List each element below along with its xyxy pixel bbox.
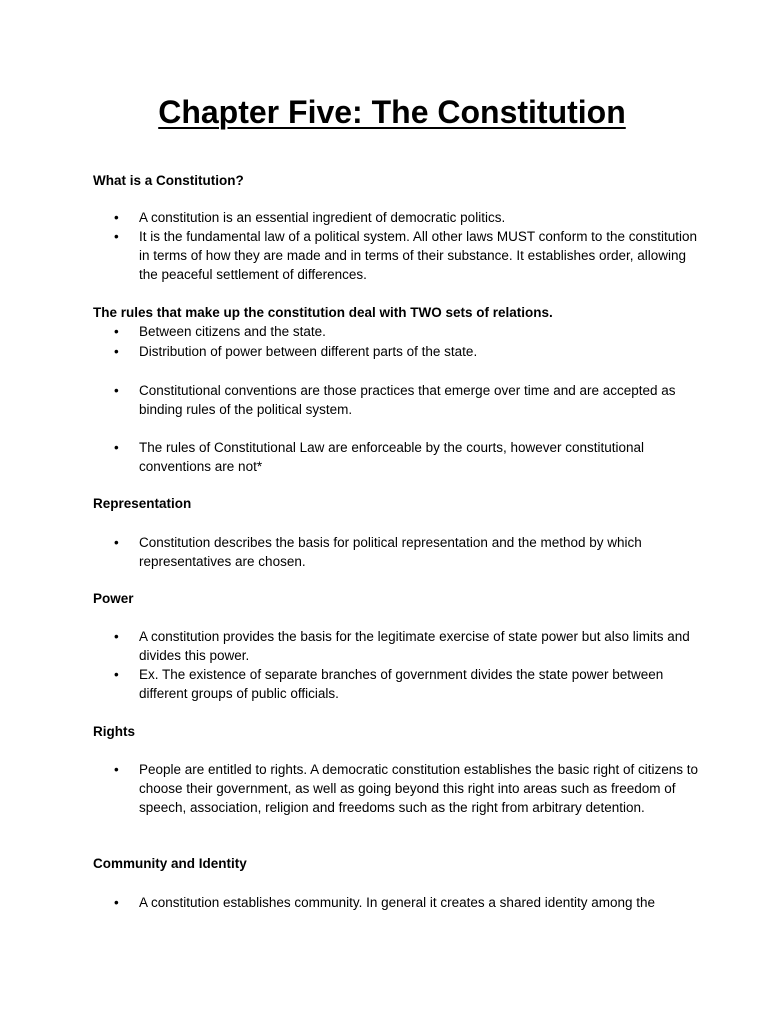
section-heading-community-and-identity: Community and Identity [93,856,247,871]
bullet-icon: • [114,383,119,398]
bullet-item [114,665,704,703]
bullet-icon: • [114,667,119,682]
bullet-item [114,322,704,341]
section-heading-rules-relations: The rules that make up the constitution deal with TWO sets of relations. [93,305,553,320]
bullet-item [114,342,704,361]
bullet-icon: • [114,895,119,910]
bullet-text: Ex. The existence of separate branches of government divides the state power between different groups of public officials. [139,667,664,701]
bullet-text: Constitution describes the basis for political representation and the method by which representatives are chosen. [139,535,642,569]
bullet-text: A constitution establishes community. In general it creates a shared identity among the [139,895,656,910]
bullet-text: Between citizens and the state. [139,324,326,339]
bullet-item [114,381,704,419]
bullet-icon: • [114,762,119,777]
bullet-item [114,533,704,571]
bullet-item [114,438,704,476]
bullet-item [114,227,704,284]
bullet-text: People are entitled to rights. A democratic constitution establishes the basic right of citizens to choose their government, as well as going beyond this right into areas such as freedom of speech, association, religion and freedoms such as the right from arbitrary detention. [139,762,699,815]
bullet-icon: • [114,535,119,550]
section-heading-power: Power [93,591,134,606]
bullet-text: It is the fundamental law of a political system. All other laws MUST conform to the constitution in terms of how they are made and in terms of their substance. It establishes order, allowing the peaceful settlement of differences. [139,229,698,282]
section-heading-representation: Representation [93,496,192,511]
bullet-icon: • [114,229,119,244]
bullet-icon: • [114,324,119,339]
section-heading-rights: Rights [93,724,135,739]
section-heading-what-is-a-constitution: What is a Constitution? [93,173,244,188]
bullet-icon: • [114,344,119,359]
bullet-item [114,760,704,817]
bullet-text: Constitutional conventions are those practices that emerge over time and are accepted as binding rules of the political system. [139,383,676,417]
bullet-item [114,627,704,665]
bullet-item [114,893,704,912]
document-title: Chapter Five: The Constitution [158,94,626,130]
bullet-text: The rules of Constitutional Law are enforceable by the courts, however constitutional conventions are not* [139,440,645,474]
bullet-text: Distribution of power between different parts of the state. [139,344,478,359]
bullet-item [114,208,704,227]
bullet-text: A constitution provides the basis for the legitimate exercise of state power but also limits and divides this power. [139,629,690,663]
bullet-text: A constitution is an essential ingredient of democratic politics. [139,210,506,225]
bullet-icon: • [114,210,119,225]
bullet-icon: • [114,440,119,455]
bullet-icon: • [114,629,119,644]
